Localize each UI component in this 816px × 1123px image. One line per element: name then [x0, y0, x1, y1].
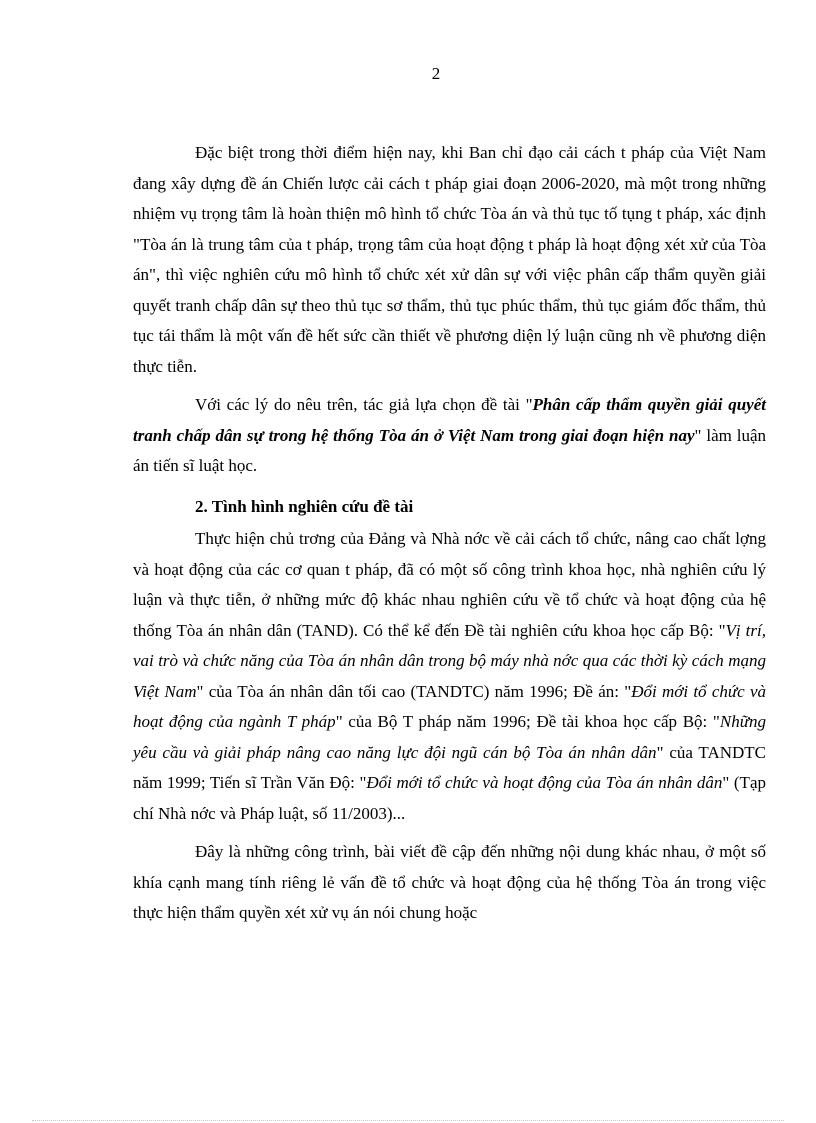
p3-ref-3: Những yêu cầu và giải pháp nâng cao năng lực đội ngũ cán bộ Tòa án nhân dân: [133, 712, 766, 762]
page-number: 2: [431, 64, 441, 83]
paragraph-1: Đặc biệt trong thời điểm hiện nay, khi Ban chỉ đạo cải cách t pháp của Việt Nam đang xây dựng đề án Chiến lược cải cách t pháp giai đoạn 2006-2020, mà một trong những nhiệm vụ trọng tâm là hoàn thiện mô hình tổ chức Tòa án và thủ tục tố tụng t pháp, xác định "Tòa án là trung tâm của t pháp, trọng tâm của hoạt động t pháp là hoạt động xét xử của Tòa án", thì việc nghiên cứu mô hình tổ chức xét xử dân sự với việc phân cấp thẩm quyền giải quyết tranh chấp dân sự theo thủ tục sơ thẩm, thủ tục phúc thẩm, thủ tục giám đốc thẩm, thủ tục tái thẩm là một vấn đề hết sức cần thiết về phương diện lý luận cũng nh về phương diện thực tiễn.: [133, 143, 766, 376]
paragraph-3: [133, 524, 766, 829]
paragraph-2: [133, 390, 766, 482]
p3-text-g: " của TANDTC năm 1999; Tiến sĩ Trần Văn Độ: ": [133, 742, 767, 792]
section-heading: 2. Tình hình nghiên cứu đề tài: [195, 496, 414, 516]
footer-divider: [32, 1120, 784, 1121]
p2-text-c: " làm luận án tiến sĩ luật học.: [133, 425, 767, 475]
p3-ref-4: Đổi mới tổ chức và hoạt động của Tòa án nhân dân: [366, 773, 723, 792]
p3-ref-1: Vị trí, vai trò và chức năng của Tòa án nhân dân trong bộ máy nhà nớc qua các thời kỳ cách mạng Việt Nam: [133, 620, 766, 701]
p3-ref-2: Đổi mới tổ chức và hoạt động của ngành T pháp: [133, 681, 766, 731]
paragraph-4: Đây là những công trình, bài viết đề cập đến những nội dung khác nhau, ở một số khía cạnh mang tính riêng lẻ vấn đề tổ chức và hoạt động của hệ thống Tòa án trong việc thực hiện thẩm quyền xét xử vụ án nói chung hoặc: [133, 842, 766, 922]
p2-text-a: Với các lý do nêu trên, tác giả lựa chọn đề tài ": [195, 395, 533, 414]
thesis-title: Phân cấp thẩm quyền giải quyết tranh chấp dân sự trong hệ thống Tòa án ở Việt Nam trong giai đoạn hiện nay: [133, 395, 766, 445]
p3-text-a: Thực hiện chủ trơng của Đảng và Nhà nớc về cải cách tổ chức, nâng cao chất lợng và hoạt động của các cơ quan t pháp, đã có một số công trình khoa học, nhà nghiên cứu lý luận và thực tiễn, ở những mức độ khác nhau nghiên cứu về tổ chức và hoạt động của hệ thống Tòa án nhân dân (TAND). Có thể kể đến Đề tài nghiên cứu khoa học cấp Bộ: ": [133, 529, 766, 640]
p3-text-e: " của Bộ T pháp năm 1996; Đề tài khoa học cấp Bộ: ": [335, 712, 720, 731]
p3-text-i: " (Tạp chí Nhà nớc và Pháp luật, số 11/2003)...: [133, 773, 766, 823]
p3-text-c: " của Tòa án nhân dân tối cao (TANDTC) năm 1996; Đề án: ": [196, 681, 632, 701]
document-body: [133, 138, 766, 929]
